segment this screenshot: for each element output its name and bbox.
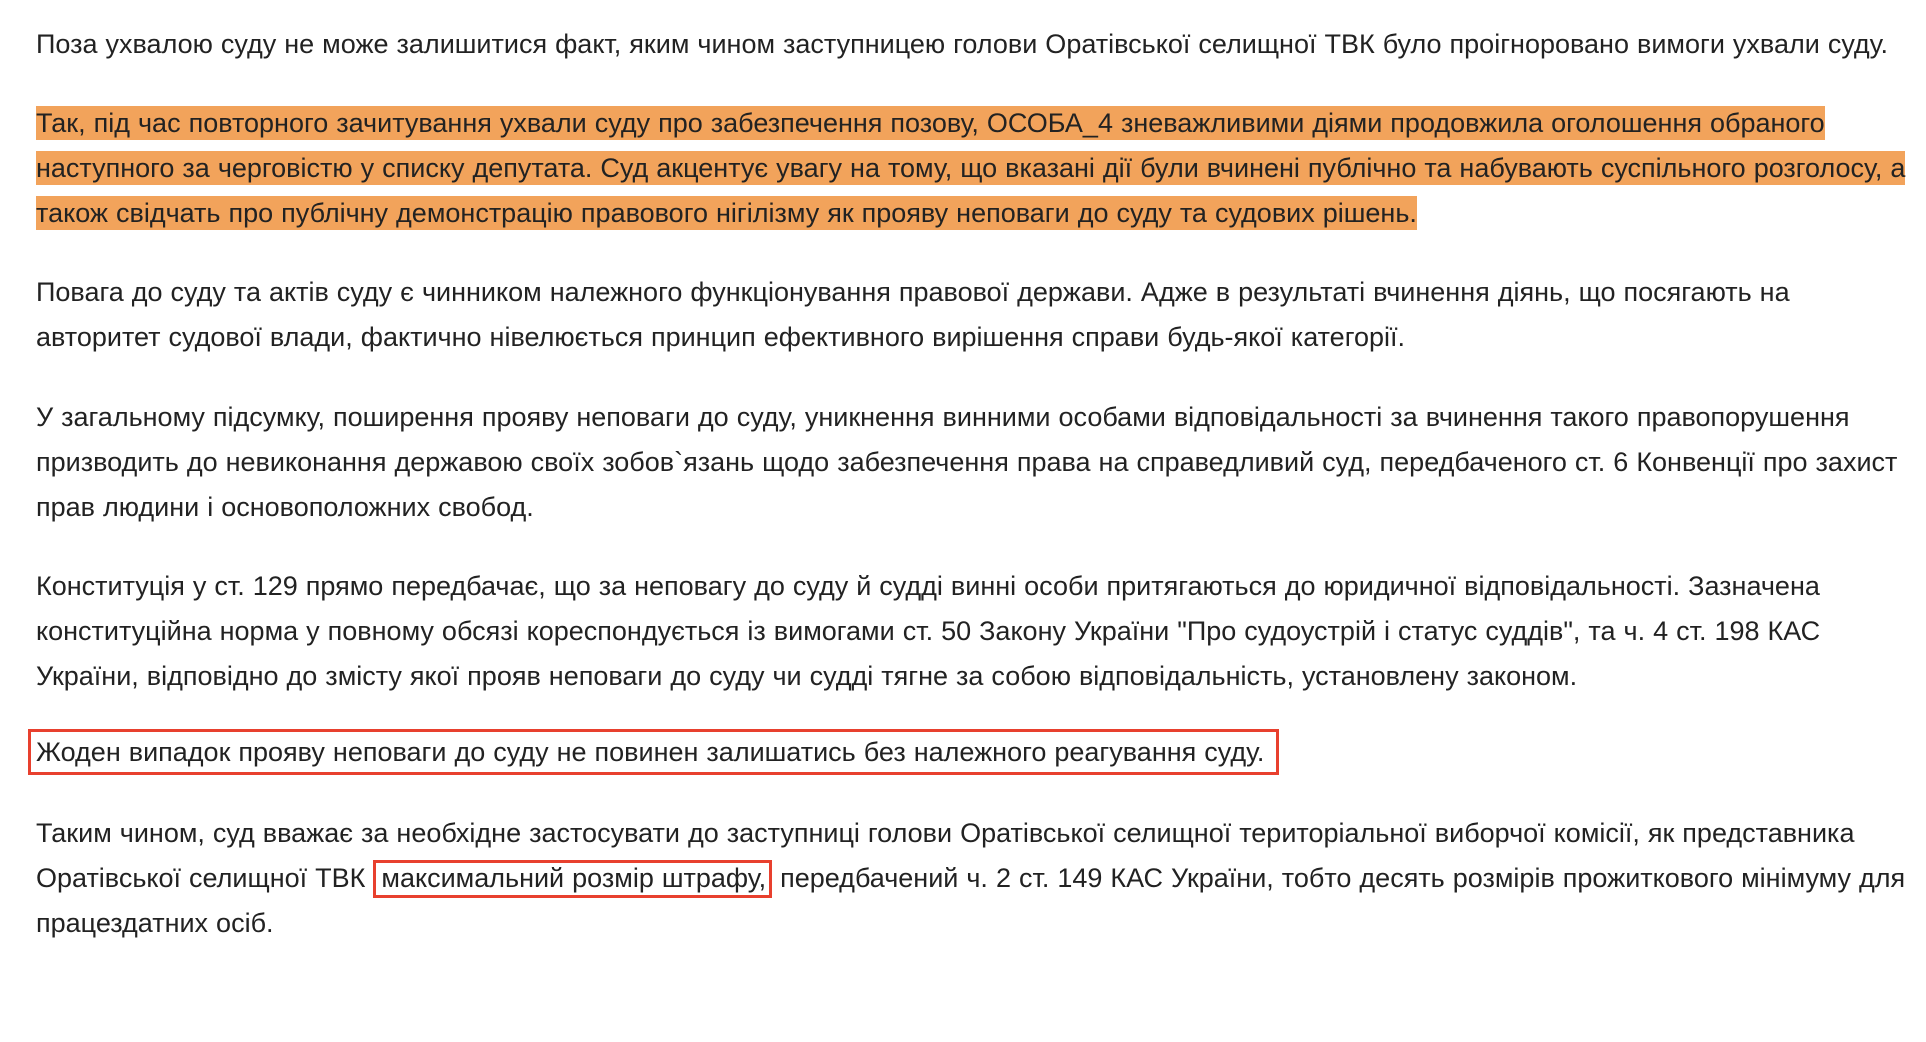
paragraph-2-highlighted (36, 101, 1906, 236)
highlighted-text: Так, під час повторного зачитування ухвали суду про забезпечення позову, ОСОБА_4 зневажливими діями продовжила оголошення обраного наступного за черговістю у списку депутата. Суд акцентує увагу на тому, що вказані дії були вчинені публічно та набувають суспільного розголосу, а також свідчать про публічну демонстрацію правового нігілізму як прояву неповаги до суду та судових рішень. (36, 108, 1906, 228)
paragraph-6-boxed (36, 729, 1906, 775)
paragraph-3-text: Повага до суду та актів суду є чинником належного функціонування правової держави. Адже в результаті вчинення діянь, що посягають на авторитет судової влади, фактично нівелюється принцип ефективного вирішення справи будь-якої категорії. (36, 277, 1790, 352)
paragraph-3 (36, 270, 1906, 360)
paragraph-5-text: Конституція у ст. 129 прямо передбачає, що за неповагу до суду й судді винні особи притягаються до юридичної відповідальності. Зазначена конституційна норма у повному обсязі кореспондується із вимогами ст. 50 Закону України "Про судоустрій і статус суддів", та ч. 4 ст. 198 КАС України, відповідно до змісту якої прояв неповаги до суду чи судді тягне за собою відповідальність, установлену законом. (36, 571, 1821, 691)
paragraph-7-before: Таким чином, суд вважає за необхідне застосувати до заступниці голови Оратівської селищної територіальної виборчої комісії, як представника Оратівської селищної ТВК (36, 818, 1855, 893)
paragraph-4-text: У загальному підсумку, поширення прояву неповаги до суду, уникнення винними особами відповідальності за вчинення такого правопорушення призводить до невиконання державою своїх зобов`язань щодо забезпечення права на справедливий суд, передбаченого ст. 6 Конвенції про захист прав людини і основоположних свобод. (36, 402, 1898, 522)
boxed-phrase: максимальний розмір штрафу, (373, 860, 772, 898)
paragraph-4 (36, 395, 1906, 530)
paragraph-1 (36, 22, 1906, 67)
document-body (36, 22, 1906, 981)
paragraph-7-after: передбачений ч. 2 ст. 149 КАС України, тобто десять розмірів прожиткового мінімуму для працездатних осіб. (36, 863, 1906, 938)
paragraph-1-text: Поза ухвалою суду не може залишитися факт, яким чином заступницею голови Оратівської селищної ТВК було проігноровано вимоги ухвали суду. (36, 29, 1888, 59)
boxed-sentence: Жоден випадок прояву неповаги до суду не повинен залишатись без належного реагування суду. (28, 729, 1279, 775)
paragraph-5 (36, 564, 1906, 699)
paragraph-7 (36, 811, 1906, 946)
